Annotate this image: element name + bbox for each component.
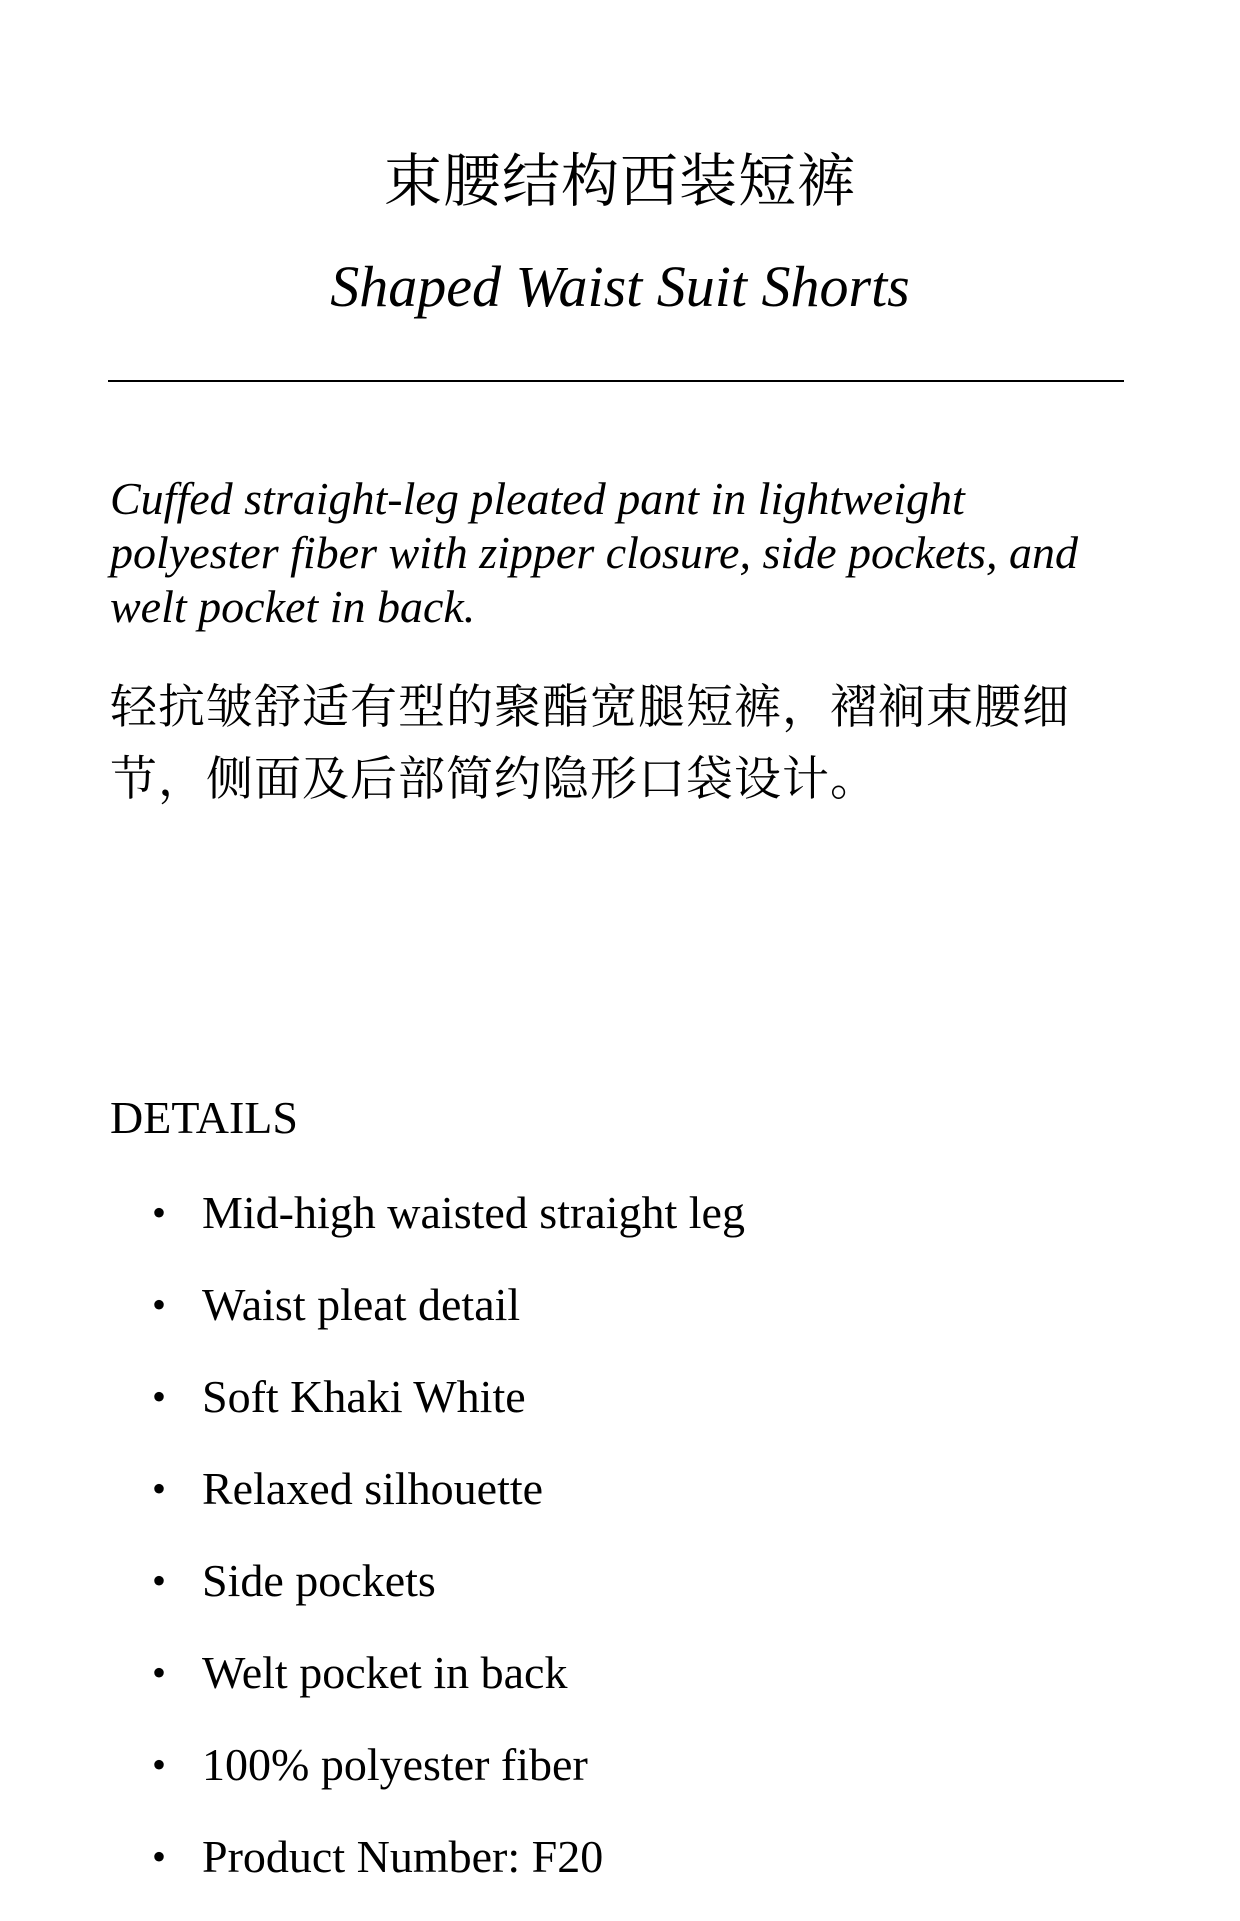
details-list-item [0, 1737, 1240, 1829]
bullet-icon: • [152, 1282, 167, 1327]
details-list-item [0, 1645, 1240, 1737]
details-item-text: Waist pleat detail [202, 1279, 521, 1330]
details-heading: DETAILS [110, 1092, 298, 1143]
details-list-item [0, 1461, 1240, 1553]
bullet-icon: • [152, 1374, 167, 1419]
details-item-text: Product Number: F20 [202, 1831, 604, 1882]
details-item-text: Soft Khaki White [202, 1371, 526, 1422]
details-item-text: Relaxed silhouette [202, 1463, 544, 1514]
details-item-text: Mid-high waisted straight leg [202, 1187, 745, 1238]
details-list-item [0, 1277, 1240, 1369]
bullet-icon: • [152, 1650, 167, 1695]
details-list-item [0, 1829, 1240, 1921]
details-item-text: 100% polyester fiber [202, 1739, 588, 1790]
title-divider [108, 380, 1124, 382]
bullet-icon: • [152, 1834, 167, 1879]
description-chinese: 轻抗皱舒适有型的聚酯宽腿短裤，褶裥束腰细节，侧面及后部简约隐形口袋设计。 [110, 680, 1070, 807]
details-item-text: Welt pocket in back [202, 1647, 568, 1698]
bullet-icon: • [152, 1742, 167, 1787]
product-title-english: Shaped Waist Suit Shorts [330, 254, 910, 319]
bullet-icon: • [152, 1190, 167, 1235]
details-list-item [0, 1369, 1240, 1461]
description-english: Cuffed straight-leg pleated pant in lightweight polyester fiber with zipper closure, side pockets, and welt pocket in back. [110, 473, 1078, 632]
details-list-item [0, 1553, 1240, 1645]
bullet-icon: • [152, 1558, 167, 1603]
details-list-item [0, 1185, 1240, 1277]
product-title-chinese: 束腰结构西装短裤 [383, 147, 856, 215]
details-list [0, 1185, 1240, 1921]
details-item-text: Side pockets [202, 1555, 436, 1606]
bullet-icon: • [152, 1466, 167, 1511]
